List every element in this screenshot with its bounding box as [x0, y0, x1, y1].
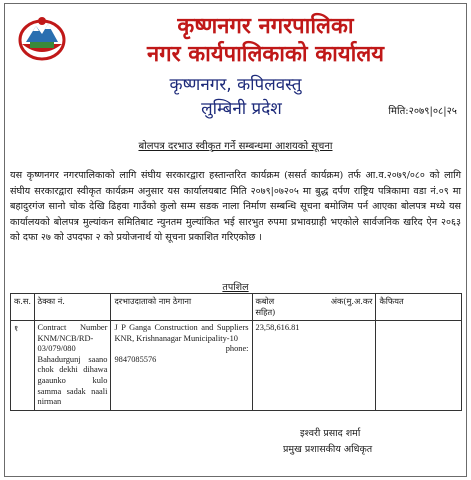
header-amount-part-b: अंक(मु.अ.कर — [330, 296, 373, 306]
signatory-name: इश्वरी प्रसाद शर्मा — [300, 428, 361, 439]
cell-serial: १ — [11, 321, 35, 411]
bidder-phone: 9847085576 — [114, 354, 157, 364]
table-header-row — [11, 294, 462, 321]
signatory-title: प्रमुख प्रशासकीय अधिकृत — [283, 444, 373, 455]
cell-bidder — [111, 321, 252, 411]
notice-subject — [0, 138, 471, 152]
office-name-line1: कृष्णनगर नगरपालिका — [177, 14, 354, 39]
header-contract: ठेक्का नं. — [34, 294, 111, 321]
header-serial: क.स. — [11, 294, 35, 321]
cell-contract: Contract Number KNM/NCB/RD-03/079/080 Bahadurgunj saano chok dekhi dihawa gaaunko kulo samma sadak naali nirman — [34, 321, 111, 411]
office-province: लुम्बिनी प्रदेश — [201, 99, 282, 119]
office-name-line2: नगर कार्यपालिकाको कार्यालय — [147, 42, 384, 67]
bidder-phone-label: phone: — [225, 344, 249, 354]
header-amount-part-c: सहित) — [255, 307, 276, 317]
header-remarks: कैफियत — [376, 294, 462, 321]
header-bidder: दरभाउदाताको नाम ठेगाना — [111, 294, 252, 321]
table-row — [11, 321, 462, 411]
table-title-text: तपशिल — [222, 282, 249, 293]
office-location: कृष्णनगर, कपिलवस्तु — [169, 75, 302, 95]
bidder-name: J P Ganga Construction and Suppliers KNR, Krishnanagar Municipality-10 — [114, 323, 249, 343]
notice-date: मिति:२०७९|०८|२५ — [388, 106, 457, 117]
notice-subject-text: बोलपत्र दरभाउ स्वीकृत गर्ने सम्बन्धमा आशयको सूचना — [138, 141, 333, 152]
cell-amount: 23,58,616.81 — [252, 321, 376, 411]
header-amount-part-a: कबोल — [255, 296, 275, 306]
cell-remarks — [376, 321, 462, 411]
notice-body: यस कृष्णनगर नगरपालिकाको लागि संघीय सरकारद्वारा हस्तान्तरित कार्यक्रम (ससर्त कार्यक्रम) तर्फ आ.व.२०७९/०८० को लागि संघीय सरकारद्वारा स्वीकृत कार्यक्रम अनुसार यस कार्यालयबाट मिति २०७९|०७२०५ मा बुद्ध दर्पण राष्ट्रिय पत्रिकामा वडा नं.०९ मा बहादुरगंज सानो चोक देखि ढिहवा गाउँको कुलो सम्म सडक नाला निर्माण सम्बन्धि सूचना बमोजिम पर्न आएका बोलपत्र मध्ये यस कार्यालयको बोलपत्र मुल्यांकन समितिबाट न्युनतम मुल्यांकित भई सारभुत रुपमा प्रभावग्राही भएकोले सार्वजनिक खरिद ऐन २०६३ को दफा २७ को उपदफा २ को प्रयोजनार्थ यो सूचना प्रकाशित गरिएकोछ । — [10, 170, 461, 244]
table-title — [0, 280, 471, 293]
bid-details-table — [10, 293, 462, 411]
header-amount — [252, 294, 376, 321]
